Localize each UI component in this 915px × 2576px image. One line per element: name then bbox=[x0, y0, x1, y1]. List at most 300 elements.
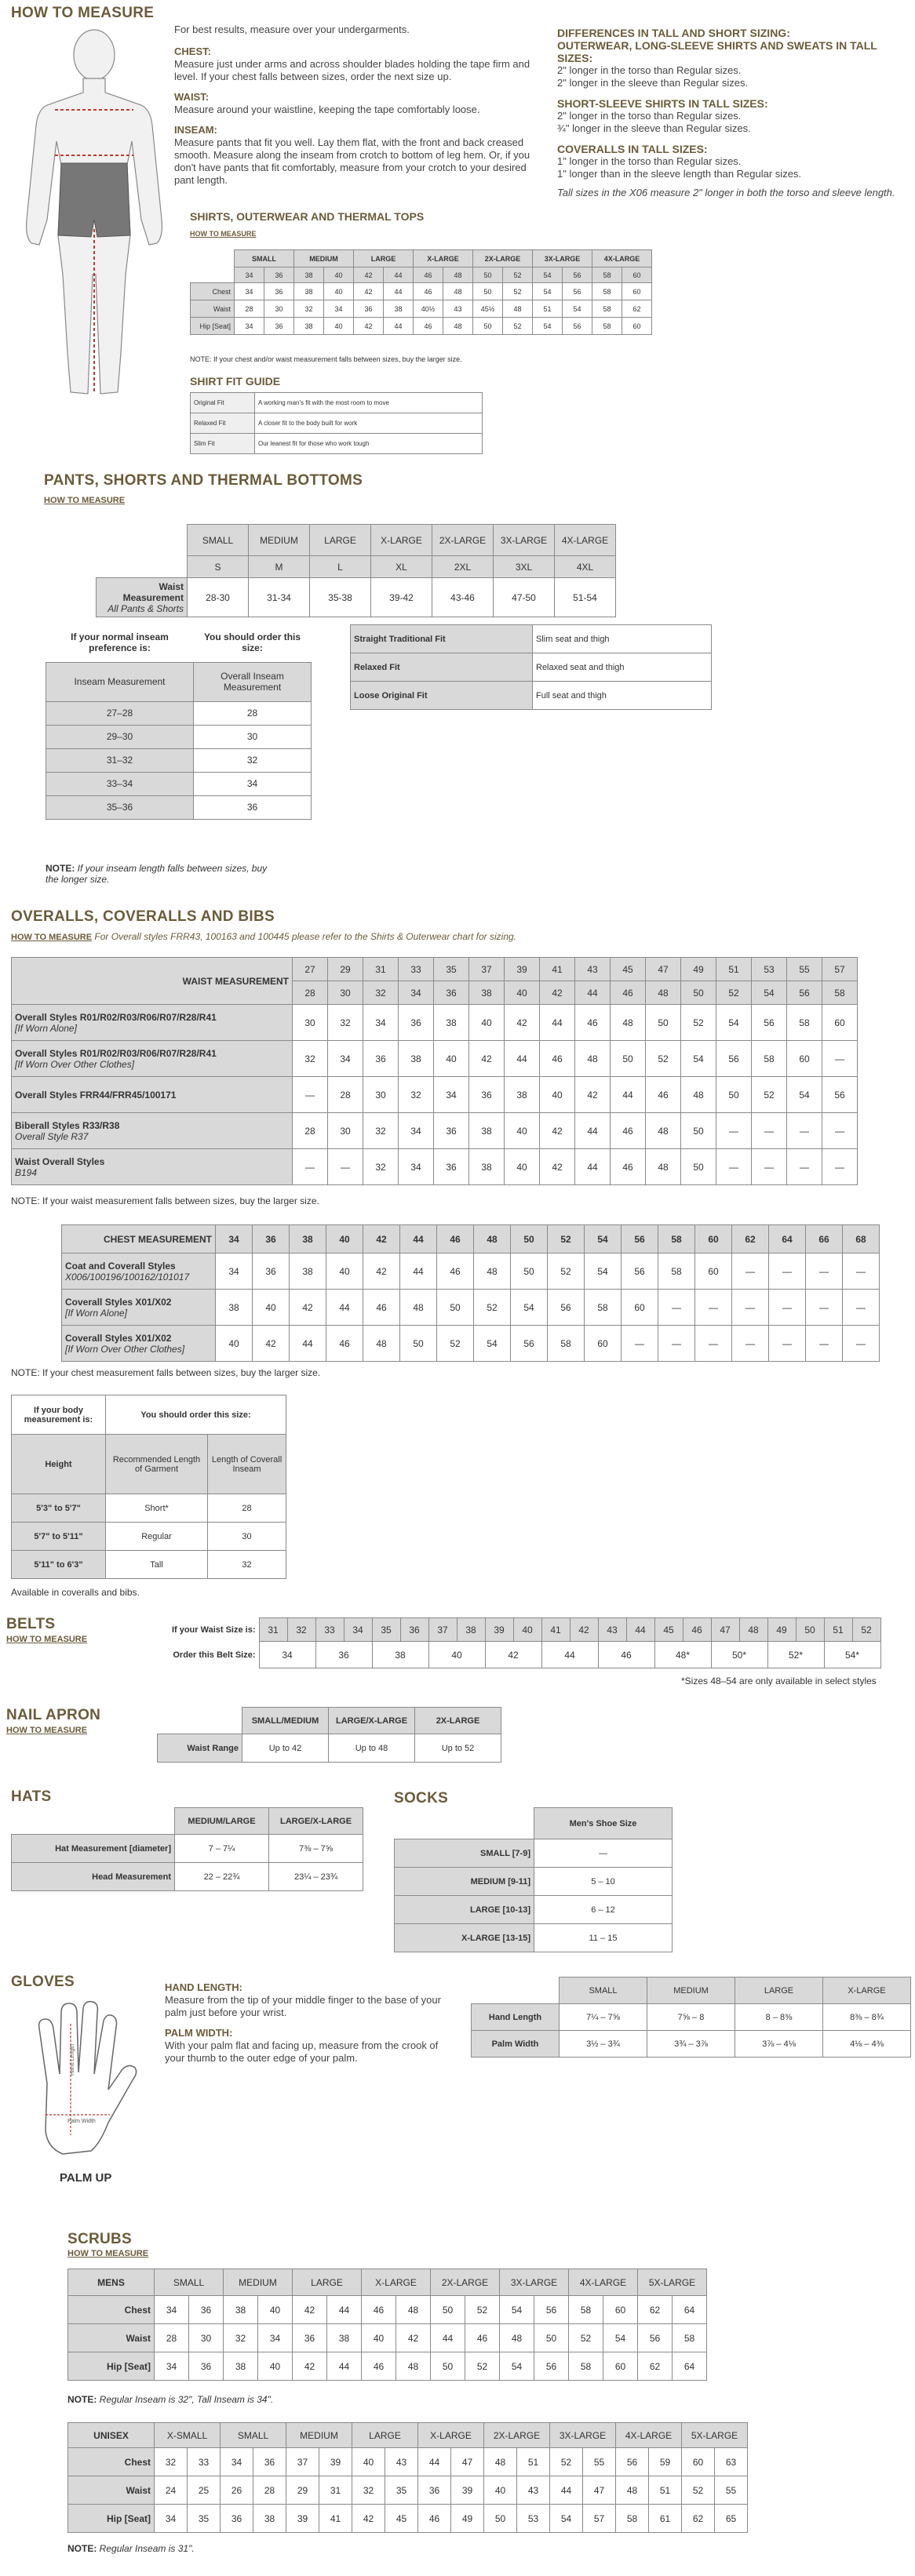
table-cell: 54 bbox=[533, 318, 563, 335]
scrubs-unisex-note: NOTE: Regular Inseam is 31". bbox=[67, 2543, 195, 2554]
scrubs-title: SCRUBS bbox=[67, 2231, 133, 2247]
table-cell: 52 bbox=[548, 1253, 585, 1290]
table-cell: — bbox=[658, 1290, 695, 1326]
pants-size-table bbox=[96, 524, 616, 617]
table-cell: 7¼ – 7⅝ bbox=[560, 2004, 647, 2031]
table-cell: 56 bbox=[752, 1005, 787, 1041]
row-label: Overall Styles R01/R02/R03/R06/R07/R28/R41 bbox=[15, 1047, 217, 1059]
table-cell: Height bbox=[12, 1435, 106, 1494]
table-cell: — bbox=[732, 1326, 769, 1362]
palm-up-label: PALM UP bbox=[60, 2171, 112, 2185]
table-cell: — bbox=[843, 1290, 880, 1326]
table-cell: 46 bbox=[437, 1225, 474, 1253]
table-cell: 58 bbox=[548, 1326, 585, 1362]
table-cell: Chest bbox=[191, 283, 235, 300]
table-cell: 44 bbox=[575, 981, 611, 1005]
table-cell: 56 bbox=[534, 2352, 569, 2381]
table-cell: Loose Original Fit bbox=[351, 682, 533, 710]
table-cell: 38 bbox=[469, 1113, 505, 1149]
table-cell: 60 bbox=[682, 2448, 715, 2476]
palm-width-diagram-label: Palm Width bbox=[67, 2119, 96, 2124]
socks-size-table bbox=[394, 1807, 673, 1952]
table-row bbox=[472, 1977, 911, 2004]
table-cell: 48 bbox=[443, 283, 473, 300]
table-row bbox=[395, 1839, 673, 1868]
table-row bbox=[97, 578, 616, 617]
row-label: Overall Styles R01/R02/R03/R06/R07/R28/R41 bbox=[15, 1011, 217, 1023]
table-cell: 49 bbox=[767, 1618, 796, 1642]
table-cell: 30 bbox=[264, 300, 294, 318]
table-cell bbox=[395, 1808, 534, 1839]
table-cell: 38 bbox=[327, 2324, 362, 2352]
table-cell: 52 bbox=[503, 267, 533, 283]
table-cell: Waist bbox=[68, 2476, 155, 2505]
table-cell: 35 bbox=[188, 2505, 221, 2533]
table-cell: 62 bbox=[622, 300, 652, 318]
table-cell: 39 bbox=[286, 2505, 319, 2533]
table-cell: 27–28 bbox=[46, 701, 194, 725]
table-cell: 52 bbox=[465, 2352, 500, 2381]
table-cell: 54 bbox=[787, 1077, 822, 1113]
table-cell: 28 bbox=[293, 1113, 328, 1149]
table-cell: 2X-LARGE bbox=[415, 1708, 501, 1734]
table-cell: 50 bbox=[611, 1041, 646, 1077]
table-cell: 48 bbox=[474, 1253, 511, 1290]
table-cell: 34 bbox=[363, 1005, 399, 1041]
table-cell: Our leanest fit for those who work tough bbox=[255, 434, 483, 454]
table-cell: 36 bbox=[418, 2476, 451, 2505]
table-cell: 38 bbox=[372, 1642, 428, 1668]
table-cell: 36 bbox=[469, 1077, 505, 1113]
table-cell: 46 bbox=[418, 2505, 451, 2533]
table-cell: 42 bbox=[540, 1113, 575, 1149]
table-cell: SMALL bbox=[235, 250, 294, 267]
table-cell: 40 bbox=[324, 283, 354, 300]
body-figure-image bbox=[16, 24, 173, 416]
hats-title: HATS bbox=[11, 1788, 52, 1805]
table-cell: 46 bbox=[465, 2324, 500, 2352]
table-cell: 35 bbox=[434, 958, 469, 981]
table-cell: 44 bbox=[575, 1113, 611, 1149]
table-cell: 56 bbox=[534, 2296, 569, 2324]
table-cell: 40 bbox=[216, 1326, 253, 1362]
table-cell: — bbox=[769, 1326, 806, 1362]
table-row bbox=[46, 725, 312, 748]
table-cell: 42 bbox=[253, 1326, 290, 1362]
table-cell: 46 bbox=[414, 318, 443, 335]
table-cell: Order this Belt Size: bbox=[173, 1650, 256, 1660]
table-cell: 47 bbox=[711, 1618, 739, 1642]
table-cell: 8⅜ – 8¾ bbox=[823, 2004, 911, 2031]
table-cell: 44 bbox=[400, 1253, 437, 1290]
table-cell: 28 bbox=[253, 2476, 286, 2505]
table-row bbox=[62, 1290, 880, 1326]
table-cell: 48 bbox=[363, 1326, 400, 1362]
table-cell: 60 bbox=[603, 2296, 638, 2324]
table-cell: LARGE bbox=[354, 250, 414, 267]
table-cell: 54 bbox=[603, 2324, 638, 2352]
table-cell: 54 bbox=[550, 2505, 583, 2533]
table-cell: — bbox=[752, 1113, 787, 1149]
table-cell: 52 bbox=[716, 981, 752, 1005]
table-cell: — bbox=[806, 1253, 843, 1290]
table-cell: 56 bbox=[563, 283, 592, 300]
table-cell: 42 bbox=[363, 1225, 400, 1253]
table-cell: 48 bbox=[443, 318, 473, 335]
table-cell: 42 bbox=[363, 1253, 400, 1290]
table-cell: 50 bbox=[473, 318, 503, 335]
table-cell: 48 bbox=[503, 300, 533, 318]
table-cell: 50 bbox=[511, 1225, 548, 1253]
table-cell: 30 bbox=[208, 1523, 286, 1551]
table-cell: 34 bbox=[434, 1077, 469, 1113]
table-row bbox=[395, 1896, 673, 1924]
table-cell: 7 – 7¼ bbox=[175, 1835, 269, 1863]
table-cell: 26 bbox=[221, 2476, 253, 2505]
table-cell: Straight Traditional Fit bbox=[351, 625, 533, 653]
table-cell: — bbox=[716, 1113, 752, 1149]
table-cell: 52 bbox=[437, 1326, 474, 1362]
table-cell: 39 bbox=[451, 2476, 484, 2505]
table-cell: 2X-LARGE bbox=[484, 2423, 550, 2448]
table-cell: 37 bbox=[428, 1618, 457, 1642]
table-cell: 36 bbox=[253, 1225, 290, 1253]
table-cell: 38 bbox=[224, 2352, 258, 2381]
table-cell: 47-50 bbox=[494, 578, 555, 617]
table-cell: 34 bbox=[399, 981, 434, 1005]
table-cell: 28 bbox=[293, 981, 328, 1005]
table-cell: 49 bbox=[681, 958, 716, 981]
table-cell: Slim seat and thigh bbox=[533, 625, 712, 653]
belts-title: BELTS bbox=[6, 1616, 56, 1632]
table-cell: 44 bbox=[326, 1290, 363, 1326]
table-cell: 62 bbox=[638, 2352, 673, 2381]
table-cell: — bbox=[534, 1839, 673, 1868]
table-cell: 43 bbox=[598, 1618, 626, 1642]
shirts-how-to-measure-link[interactable]: HOW TO MEASURE bbox=[190, 230, 257, 238]
table-cell: 36 bbox=[363, 1041, 399, 1077]
tall-short-sizing: DIFFERENCES IN TALL AND SHORT SIZING: OUTERWEAR, LONG-SLEEVE SHIRTS AND SWEATS IN TALL SIZES: 2" longer in the torso than Regular sizes. 2" longer in the sleeve than Regular sizes. SHORT-SLEEVE SHIRTS IN TALL SIZES: 2" longer in the torso than Regular sizes. ¾" longer in the sleeve than Regular sizes. COVERALLS IN TALL SIZES: 1" longer in the torso than Regular sizes. 1" longer than in the sleeve length than Regular sizes. Tall sizes in the X06 measure 2" longer in both the torso and sleeve length. bbox=[557, 27, 895, 198]
table-row bbox=[158, 1734, 501, 1763]
table-cell: 7⅜ – 7⅝ bbox=[269, 1835, 363, 1863]
table-cell: 30 bbox=[194, 725, 312, 748]
table-row bbox=[191, 267, 652, 283]
table-cell: 44 bbox=[400, 1225, 437, 1253]
table-cell: LARGE/X-LARGE bbox=[329, 1708, 415, 1734]
table-cell: 58 bbox=[569, 2352, 603, 2381]
table-cell: MEDIUM [9-11] bbox=[395, 1868, 534, 1896]
table-cell: 46 bbox=[414, 267, 443, 283]
overalls-title: OVERALLS, COVERALLS AND BIBS bbox=[11, 908, 275, 925]
table-cell: 36 bbox=[194, 795, 312, 819]
table-row bbox=[12, 958, 858, 981]
table-row bbox=[12, 1149, 858, 1185]
table-cell: 64 bbox=[673, 2296, 707, 2324]
table-cell bbox=[62, 1253, 216, 1290]
table-row bbox=[472, 2004, 911, 2031]
table-cell: 42 bbox=[352, 2505, 385, 2533]
table-row bbox=[68, 2476, 748, 2505]
table-cell: 50 bbox=[796, 1618, 824, 1642]
table-cell: 34 bbox=[221, 2448, 253, 2476]
table-cell: 44 bbox=[384, 318, 414, 335]
table-cell: 7⅝ – 8 bbox=[647, 2004, 735, 2031]
table-cell: 40 bbox=[428, 1642, 485, 1668]
row-sublabel: Overall Style R37 bbox=[15, 1130, 89, 1142]
overalls-size-table bbox=[11, 957, 858, 1185]
table-cell: 56 bbox=[622, 1225, 658, 1253]
table-cell: 52 bbox=[852, 1618, 880, 1642]
table-cell: 4X-LARGE bbox=[555, 525, 616, 556]
table-cell: 50 bbox=[473, 283, 503, 300]
table-row bbox=[62, 1326, 880, 1362]
table-cell bbox=[12, 1005, 293, 1041]
table-cell: 50 bbox=[681, 1113, 716, 1149]
table-cell: 4X-LARGE bbox=[592, 250, 652, 267]
table-cell: 40 bbox=[505, 981, 540, 1005]
table-cell: 46 bbox=[575, 1005, 611, 1041]
table-row bbox=[12, 1835, 363, 1863]
table-cell: 3X-LARGE bbox=[550, 2423, 616, 2448]
table-cell: 46 bbox=[363, 1290, 400, 1326]
table-cell bbox=[12, 1113, 293, 1149]
table-cell: MENS bbox=[68, 2269, 155, 2296]
table-cell: 60 bbox=[622, 283, 652, 300]
table-cell: 45 bbox=[611, 958, 646, 981]
table-cell: LARGE bbox=[310, 525, 371, 556]
table-row bbox=[395, 1868, 673, 1896]
table-row bbox=[12, 1113, 858, 1149]
table-cell: 44 bbox=[541, 1642, 598, 1668]
table-cell: 40 bbox=[324, 267, 354, 283]
table-cell: 56 bbox=[638, 2324, 673, 2352]
table-cell: 64 bbox=[769, 1225, 806, 1253]
table-cell: 48 bbox=[646, 1149, 681, 1185]
table-cell: X-LARGE bbox=[823, 1977, 911, 2004]
table-row bbox=[97, 525, 616, 556]
table-row bbox=[97, 556, 616, 578]
inseam-table bbox=[46, 623, 312, 820]
table-cell: 36 bbox=[253, 1253, 290, 1290]
table-cell: 60 bbox=[585, 1326, 622, 1362]
table-cell: 36 bbox=[264, 283, 294, 300]
table-cell: 45½ bbox=[473, 300, 503, 318]
table-cell: — bbox=[843, 1253, 880, 1290]
table-cell: 56 bbox=[511, 1326, 548, 1362]
table-cell: A closer fit to the body built for work bbox=[255, 413, 483, 434]
table-cell: 39 bbox=[319, 2448, 352, 2476]
table-cell: 52 bbox=[503, 283, 533, 300]
table-cell: Palm Width bbox=[472, 2031, 560, 2058]
table-cell: 55 bbox=[583, 2448, 616, 2476]
height-table bbox=[11, 1395, 286, 1579]
table-cell: 40 bbox=[513, 1618, 541, 1642]
table-cell: 58 bbox=[752, 1041, 787, 1077]
table-cell: 11 – 15 bbox=[534, 1924, 673, 1952]
hand-diagram-image bbox=[16, 1997, 141, 2171]
table-cell: 58 bbox=[592, 267, 622, 283]
table-cell: 42 bbox=[396, 2324, 431, 2352]
table-cell bbox=[191, 267, 235, 283]
table-cell: 44 bbox=[550, 2476, 583, 2505]
table-cell: 38 bbox=[224, 2296, 258, 2324]
table-cell: 60 bbox=[622, 318, 652, 335]
table-cell: 38 bbox=[294, 283, 324, 300]
scrubs-mens-table bbox=[67, 2269, 707, 2381]
table-cell: 32 bbox=[363, 1113, 399, 1149]
table-cell: 48* bbox=[654, 1642, 711, 1668]
table-cell: 54 bbox=[585, 1225, 622, 1253]
row-sublabel: X006/100196/100162/101017 bbox=[65, 1271, 190, 1283]
table-cell: 22 – 22¾ bbox=[175, 1863, 269, 1891]
table-cell: 58 bbox=[787, 1005, 822, 1041]
table-cell: 4XL bbox=[555, 556, 616, 578]
table-cell: 42 bbox=[293, 2296, 327, 2324]
table-cell: MEDIUM bbox=[647, 1977, 735, 2004]
table-cell: 51 bbox=[517, 2448, 550, 2476]
table-cell: 56 bbox=[822, 1077, 858, 1113]
table-cell: 38 bbox=[294, 318, 324, 335]
pants-how-to-measure-link[interactable]: HOW TO MEASURE bbox=[44, 496, 126, 505]
table-cell: 54 bbox=[585, 1253, 622, 1290]
table-cell: — bbox=[822, 1149, 858, 1185]
table-cell: 43 bbox=[575, 958, 611, 981]
table-cell: — bbox=[716, 1149, 752, 1185]
table-cell: 48 bbox=[739, 1618, 767, 1642]
scrubs-unisex-table bbox=[67, 2422, 748, 2533]
table-cell: — bbox=[822, 1113, 858, 1149]
table-cell: 31 bbox=[363, 958, 399, 981]
table-row bbox=[12, 1041, 858, 1077]
table-cell: Full seat and thigh bbox=[533, 682, 712, 710]
table-cell: 48 bbox=[400, 1290, 437, 1326]
table-cell: 8 – 8⅜ bbox=[735, 2004, 823, 2031]
table-row bbox=[191, 393, 483, 413]
table-cell: 5'11" to 6'3" bbox=[12, 1551, 106, 1579]
table-row bbox=[191, 250, 652, 267]
table-cell: 40 bbox=[326, 1225, 363, 1253]
table-cell: 36 bbox=[264, 318, 294, 335]
table-cell: 52 bbox=[474, 1290, 511, 1326]
table-cell: 42 bbox=[290, 1290, 326, 1326]
table-cell: Up to 42 bbox=[242, 1734, 329, 1763]
table-cell: 59 bbox=[649, 2448, 682, 2476]
table-cell: SMALL/MEDIUM bbox=[242, 1708, 329, 1734]
table-cell: 5X-LARGE bbox=[682, 2423, 748, 2448]
table-cell: 38 bbox=[505, 1077, 540, 1113]
hand-length-diagram-label: Hand Length bbox=[70, 2043, 75, 2076]
table-row bbox=[163, 1642, 880, 1668]
table-row bbox=[158, 1708, 501, 1734]
table-cell: 2X-LARGE bbox=[432, 525, 494, 556]
table-cell: 44 bbox=[384, 283, 414, 300]
table-cell: 29 bbox=[286, 2476, 319, 2505]
table-row bbox=[68, 2423, 748, 2448]
table-cell: 34 bbox=[216, 1225, 253, 1253]
gloves-size-table bbox=[471, 1977, 911, 2058]
table-cell: 2X-LARGE bbox=[473, 250, 533, 267]
shirts-size-table bbox=[190, 249, 652, 335]
table-cell: 47 bbox=[646, 958, 681, 981]
table-cell: 46 bbox=[362, 2352, 396, 2381]
table-cell: 46 bbox=[598, 1642, 654, 1668]
table-cell: 40 bbox=[434, 1041, 469, 1077]
scrubs-how-to-measure-link[interactable]: HOW TO MEASURE bbox=[67, 2249, 149, 2258]
table-cell: MEDIUM bbox=[286, 2423, 352, 2448]
table-cell: 54 bbox=[716, 1005, 752, 1041]
table-cell: 36 bbox=[264, 267, 294, 283]
table-row bbox=[12, 1808, 363, 1835]
table-cell: — bbox=[732, 1253, 769, 1290]
belts-note: *Sizes 48–54 are only available in select styles bbox=[681, 1675, 877, 1686]
table-cell: 52 bbox=[646, 1041, 681, 1077]
table-cell: MEDIUM bbox=[249, 525, 310, 556]
table-cell: 36 bbox=[293, 2324, 327, 2352]
table-cell: 46 bbox=[683, 1618, 711, 1642]
shirts-note: NOTE: If your chest and/or waist measurement falls between sizes, buy the larger size. bbox=[190, 355, 462, 363]
table-cell: 51 bbox=[649, 2476, 682, 2505]
row-label: Overall Styles FRR44/FRR45/100171 bbox=[15, 1089, 177, 1101]
table-row bbox=[68, 2324, 707, 2352]
table-cell: 38 bbox=[253, 2505, 286, 2533]
coveralls-note: NOTE: If your chest measurement falls between sizes, buy the larger size. bbox=[11, 1367, 321, 1378]
table-cell: 52 bbox=[503, 318, 533, 335]
table-row bbox=[12, 1005, 858, 1041]
shirt-fit-table bbox=[190, 392, 483, 454]
overalls-how-to-measure-link[interactable]: HOW TO MEASURE bbox=[11, 933, 93, 942]
table-row bbox=[12, 1494, 286, 1523]
table-cell: 38 bbox=[469, 1149, 505, 1185]
row-label: Coat and Coverall Styles bbox=[65, 1260, 176, 1272]
table-cell: 60 bbox=[822, 1005, 858, 1041]
table-cell: 44 bbox=[505, 1041, 540, 1077]
table-cell: 4⅛ – 4⅜ bbox=[823, 2031, 911, 2058]
table-cell: S bbox=[188, 556, 249, 578]
how-to-measure-title: HOW TO MEASURE bbox=[11, 5, 155, 21]
table-cell: 50 bbox=[437, 1290, 474, 1326]
table-cell: 35 bbox=[385, 2476, 418, 2505]
table-cell: 38 bbox=[457, 1618, 485, 1642]
table-cell: 32 bbox=[363, 1149, 399, 1185]
table-cell: 48 bbox=[646, 1113, 681, 1149]
table-cell: 4X-LARGE bbox=[569, 2269, 638, 2296]
table-cell: LARGE bbox=[735, 1977, 823, 2004]
table-cell: 58 bbox=[592, 318, 622, 335]
table-cell: 36 bbox=[253, 2448, 286, 2476]
table-row bbox=[395, 1924, 673, 1952]
table-cell: 38 bbox=[294, 267, 324, 283]
belts-how-to-measure-link[interactable]: HOW TO MEASURE bbox=[6, 1635, 88, 1644]
table-row bbox=[46, 701, 312, 725]
table-cell: 48 bbox=[396, 2296, 431, 2324]
table-cell: 39 bbox=[485, 1618, 513, 1642]
table-cell: 56 bbox=[622, 1253, 658, 1290]
table-cell: 3⅞ – 4⅛ bbox=[735, 2031, 823, 2058]
apron-how-to-measure-link[interactable]: HOW TO MEASURE bbox=[6, 1726, 88, 1735]
table-cell: 54 bbox=[681, 1041, 716, 1077]
table-cell: 43-46 bbox=[432, 578, 494, 617]
table-cell: 60 bbox=[603, 2352, 638, 2381]
table-cell bbox=[158, 1708, 242, 1734]
table-row bbox=[191, 434, 483, 454]
table-cell: X-LARGE bbox=[362, 2269, 431, 2296]
table-cell: Hip [Seat] bbox=[191, 318, 235, 335]
table-cell bbox=[97, 525, 188, 556]
table-row bbox=[351, 625, 712, 653]
table-cell: If your normal inseam preference is: bbox=[71, 631, 169, 653]
table-cell: 58 bbox=[673, 2324, 707, 2352]
table-cell: 44 bbox=[431, 2324, 465, 2352]
